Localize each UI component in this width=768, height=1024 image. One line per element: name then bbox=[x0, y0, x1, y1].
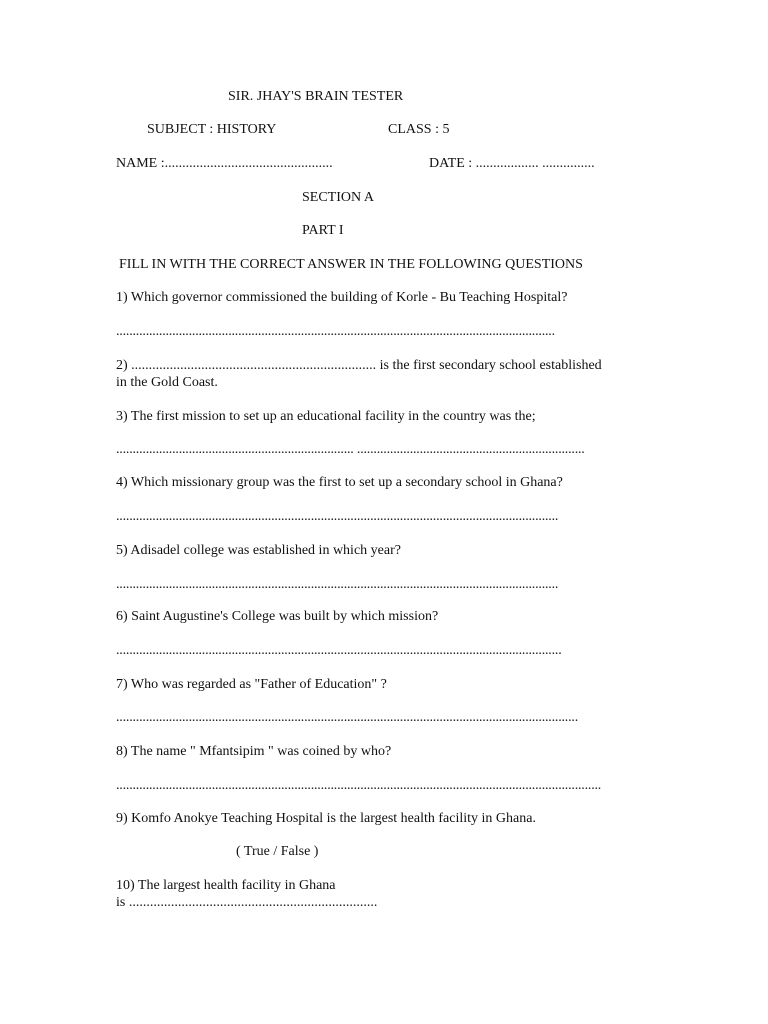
date-field: DATE : .................. ............... bbox=[429, 156, 595, 171]
answer-line-3: ........................................................................ ..................................................................... bbox=[116, 442, 585, 457]
question-5: 5) Adisadel college was established in which year? bbox=[116, 543, 401, 558]
instruction-text: FILL IN WITH THE CORRECT ANSWER IN THE FOLLOWING QUESTIONS bbox=[119, 257, 583, 272]
name-field: NAME :................................................ bbox=[116, 156, 333, 171]
question-8: 8) The name " Mfantsipim " was coined by who? bbox=[116, 744, 392, 759]
true-false-options: ( True / False ) bbox=[236, 844, 319, 859]
question-10: 10) The largest health facility in Ghana bbox=[116, 878, 336, 893]
subject-label: SUBJECT : HISTORY bbox=[147, 122, 277, 137]
answer-line-1: ..................................................................................................................................... bbox=[116, 324, 555, 339]
question-2: 2) ...................................................................... is the first secondary school established bbox=[116, 358, 602, 373]
answer-line-7: ............................................................................................................................................ bbox=[116, 710, 579, 725]
question-10-continuation: is ....................................................................... bbox=[116, 895, 378, 910]
section-label: SECTION A bbox=[302, 190, 374, 205]
part-label: PART I bbox=[302, 223, 344, 238]
answer-line-6: ....................................................................................................................................... bbox=[116, 643, 562, 658]
class-label: CLASS : 5 bbox=[388, 122, 450, 137]
question-6: 6) Saint Augustine's College was built by which mission? bbox=[116, 609, 439, 624]
question-1: 1) Which governor commissioned the building of Korle - Bu Teaching Hospital? bbox=[116, 290, 568, 305]
answer-line-4: ...................................................................................................................................... bbox=[116, 509, 559, 524]
answer-line-8: ................................................................................................................................................... bbox=[116, 778, 602, 793]
question-3: 3) The first mission to set up an educational facility in the country was the; bbox=[116, 409, 536, 424]
question-9: 9) Komfo Anokye Teaching Hospital is the largest health facility in Ghana. bbox=[116, 811, 536, 826]
worksheet-title: SIR. JHAY'S BRAIN TESTER bbox=[228, 89, 404, 104]
question-4: 4) Which missionary group was the first to set up a secondary school in Ghana? bbox=[116, 475, 563, 490]
question-2-continuation: in the Gold Coast. bbox=[116, 375, 218, 390]
question-7: 7) Who was regarded as "Father of Education" ? bbox=[116, 677, 387, 692]
answer-line-5: ...................................................................................................................................... bbox=[116, 577, 559, 592]
